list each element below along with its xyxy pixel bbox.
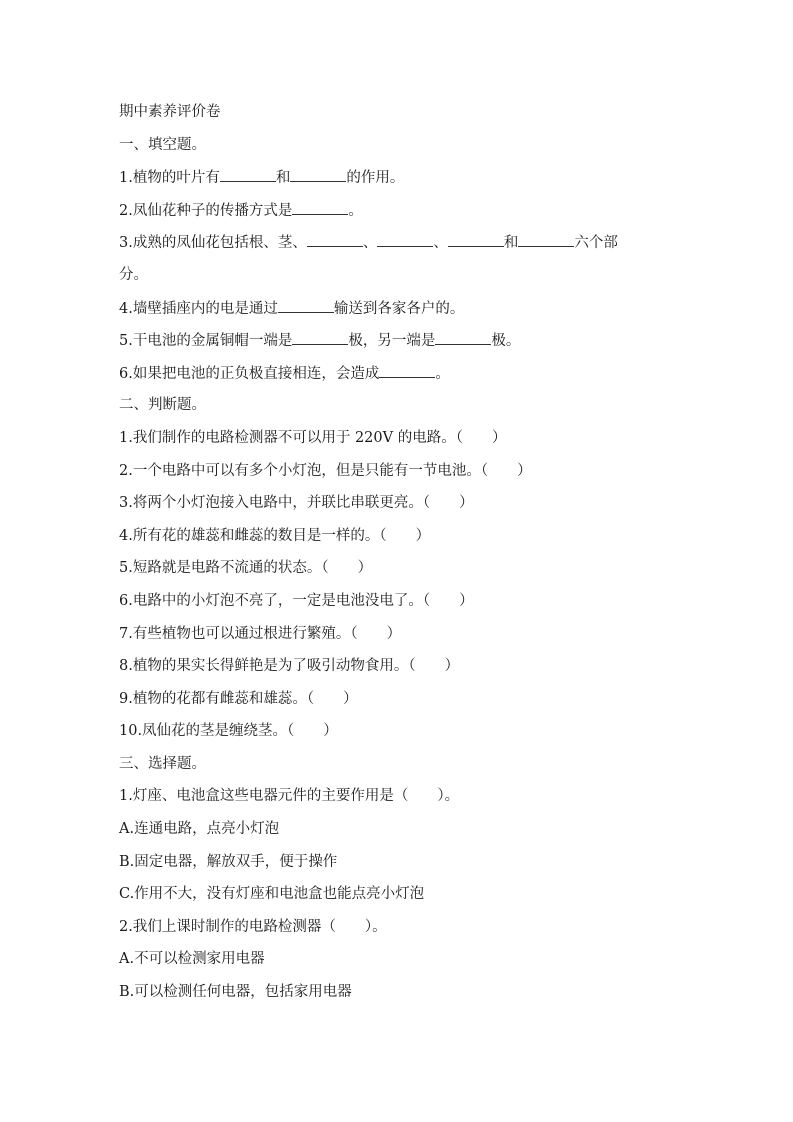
answer-blank[interactable] [518, 231, 574, 247]
question-text: 极。 [491, 333, 521, 350]
answer-blank[interactable] [290, 166, 346, 182]
judge-question-8: 8.植物的果实长得鲜艳是为了吸引动物食用。（ ） [119, 658, 460, 675]
judge-question-3: 3.将两个小灯泡接入电路中，并联比串联更亮。（ ） [119, 495, 474, 512]
question-text: 。 [348, 202, 363, 219]
question-text: 3.成熟的凤仙花包括根、茎、 [119, 235, 307, 252]
answer-blank[interactable] [292, 329, 348, 345]
section-heading-fill: 一、填空题。 [119, 136, 206, 153]
question-text: 的作用。 [346, 170, 405, 187]
fill-question-6 [119, 362, 679, 395]
section-heading-judge: 二、判断题。 [119, 397, 206, 414]
judge-question-6: 6.电路中的小灯泡不亮了，一定是电池没电了。（ ） [119, 592, 474, 609]
question-text: 。 [435, 365, 450, 382]
question-text: 1.植物的叶片有 [119, 170, 220, 187]
judge-question-5: 5.短路就是电路不流通的状态。（ ） [119, 560, 373, 577]
fill-question-3-continued: 分。 [119, 266, 148, 283]
choice-option-2b: B.可以检测任何电器，包括家用电器 [119, 984, 352, 1001]
judge-question-10: 10.凤仙花的茎是缠绕茎。（ ） [119, 723, 338, 740]
choice-option-1c: C.作用不大，没有灯座和电池盒也能点亮小灯泡 [119, 886, 425, 903]
judge-question-1: 1.我们制作的电路检测器不可以用于 220V 的电路。（ ） [119, 429, 507, 446]
question-text: 、 [362, 235, 378, 252]
fill-question-3 [119, 231, 679, 264]
answer-blank[interactable] [220, 166, 276, 182]
judge-question-9: 9.植物的花都有雌蕊和雄蕊。（ ） [119, 690, 358, 707]
fill-question-1 [119, 166, 679, 199]
answer-blank[interactable] [377, 231, 433, 247]
question-text: 4.墙壁插座内的电是通过 [119, 300, 278, 317]
choice-question-2: 2.我们上课时制作的电路检测器（ ）。 [119, 918, 387, 935]
fill-question-4 [119, 297, 679, 330]
answer-blank[interactable] [278, 297, 334, 313]
question-text: 和 [275, 170, 291, 187]
question-text: 、 [433, 235, 448, 252]
answer-blank[interactable] [448, 231, 504, 247]
answer-blank[interactable] [292, 199, 348, 215]
question-text: 6.如果把电池的正负极直接相连，会造成 [119, 365, 380, 382]
choice-option-1a: A.连通电路，点亮小灯泡 [119, 821, 280, 838]
answer-blank[interactable] [379, 362, 435, 378]
question-text: 2.凤仙花种子的传播方式是 [119, 202, 293, 219]
document-title: 期中素养评价卷 [119, 104, 221, 120]
fill-question-5 [119, 329, 679, 362]
question-text: 极，另一端是 [348, 333, 436, 350]
question-text: 六个部 [574, 235, 618, 252]
choice-option-2a: A.不可以检测家用电器 [119, 951, 265, 968]
answer-blank[interactable] [435, 329, 491, 345]
question-text: 输送到各家各户的。 [333, 300, 465, 317]
fill-question-2 [119, 199, 679, 232]
judge-question-2: 2.一个电路中可以有多个小灯泡，但是只能有一节电池。（ ） [119, 462, 532, 479]
judge-question-4: 4.所有花的雄蕊和雌蕊的数目是一样的。（ ） [119, 527, 431, 544]
judge-question-7: 7.有些植物也可以通过根进行繁殖。（ ） [119, 625, 402, 642]
answer-blank[interactable] [307, 231, 363, 247]
section-heading-choice: 三、选择题。 [119, 755, 206, 772]
choice-question-1: 1.灯座、电池盒这些电器元件的主要作用是（ ）。 [119, 788, 460, 805]
question-text: 5.干电池的金属铜帽一端是 [119, 333, 293, 350]
choice-option-1b: B.固定电器，解放双手，便于操作 [119, 853, 338, 870]
exam-page [119, 101, 679, 1014]
question-text: 和 [503, 235, 519, 252]
